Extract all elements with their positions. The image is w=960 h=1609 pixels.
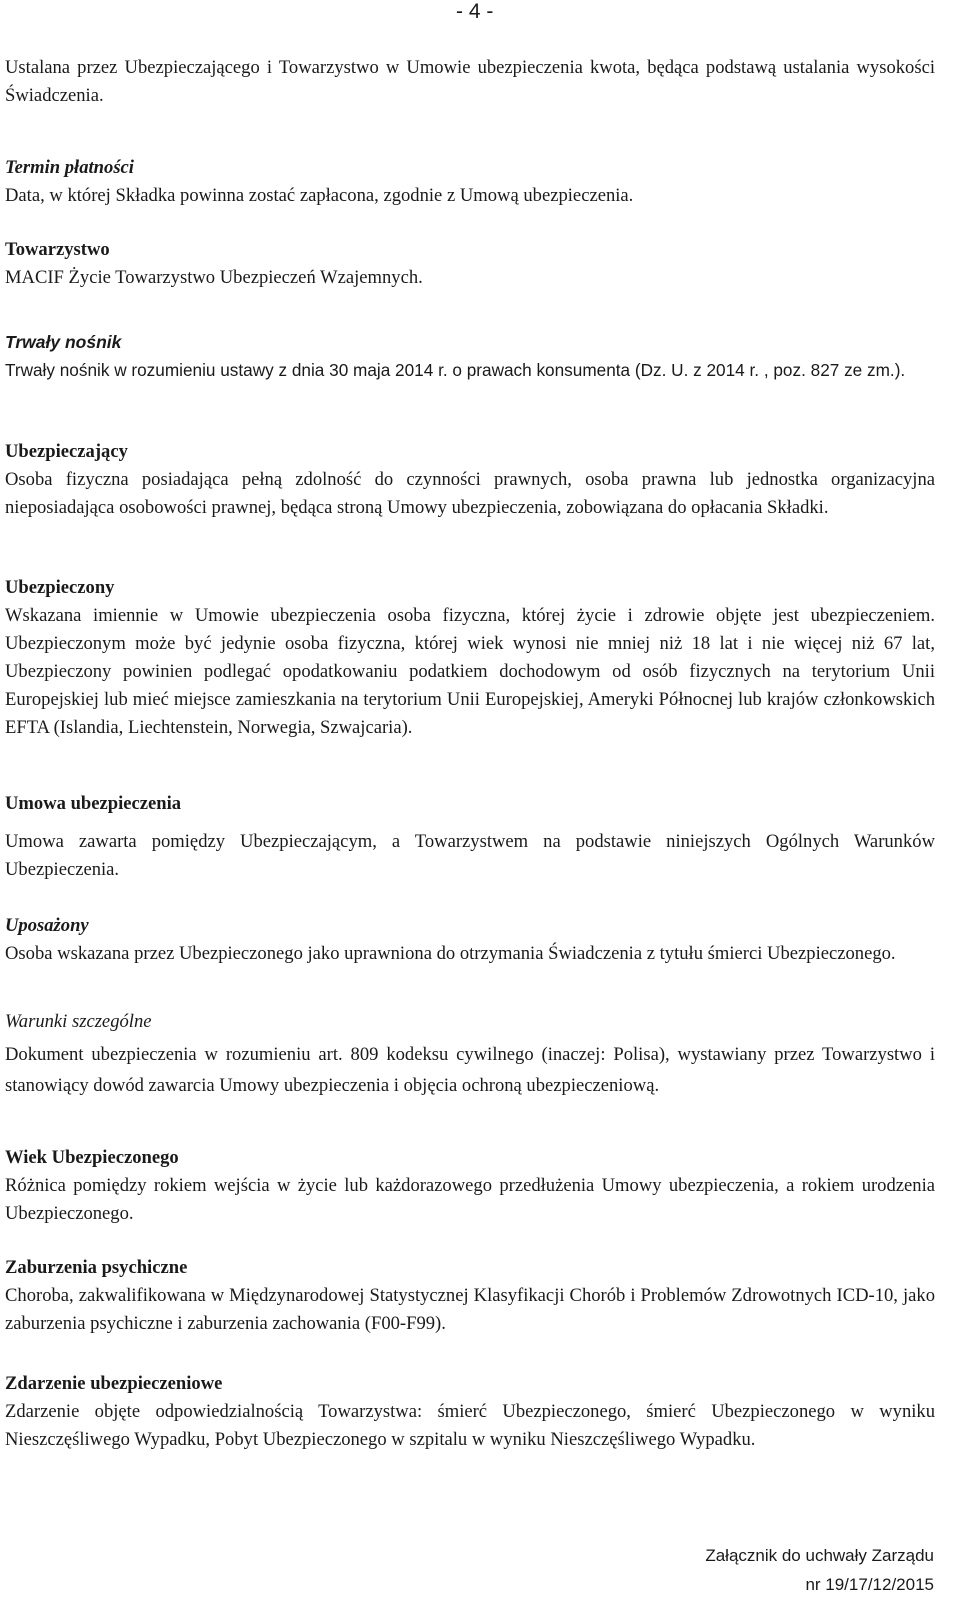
- definition-zaburzenia-psychiczne: [5, 1254, 935, 1338]
- definition-text: Różnica pomiędzy rokiem wejścia w życie lub każdorazowego przedłużenia Umowy ubezpieczenia, a rokiem urodzenia Ubezpieczonego.: [5, 1175, 935, 1224]
- intro-paragraph: Ustalana przez Ubezpieczającego i Towarzystwo w Umowie ubezpieczenia kwota, będąca podstawą ustalania wysokości Świadczenia.: [5, 57, 935, 106]
- definition-zdarzenie-ubezpieczeniowe: [5, 1370, 935, 1454]
- definition-text: Data, w której Składka powinna zostać zapłacona, zgodnie z Umową ubezpieczenia.: [5, 185, 634, 206]
- definition-text: MACIF Życie Towarzystwo Ubezpieczeń Wzajemnych.: [5, 267, 423, 288]
- definition-text: Wskazana imiennie w Umowie ubezpieczenia osoba fizyczna, której życie i zdrowie objęte jest ubezpieczeniem. Ubezpieczonym może być jedynie osoba fizyczna, której wiek wynosi nie mniej niż 18 lat i nie więcej niż 67 lat, Ubezpieczony powinien podlegać opodatkowaniu podatkiem dochodowym od osób fizycznych na terytorium Unii Europejskiej lub mieć miejsce zamieszkania na terytorium Unii Europejskiej, Ameryki Północnej lub krajów członkowskich EFTA (Islandia, Liechtenstein, Norwegia, Szwajcaria).: [5, 605, 935, 738]
- definition-term: Ubezpieczony: [5, 577, 115, 598]
- definition-termin-platnosci: [5, 154, 935, 210]
- footer-note: [705, 1541, 934, 1599]
- page-number: - 4 -: [456, 0, 494, 23]
- definition-term: Trwały nośnik: [5, 332, 122, 352]
- definition-term: Uposażony: [5, 915, 89, 936]
- definition-wiek-ubezpieczonego: [5, 1144, 935, 1228]
- footer-line-number: nr 19/17/12/2015: [805, 1575, 934, 1594]
- definition-term: Warunki szczególne: [5, 1011, 152, 1032]
- definition-warunki-szczegolne: [5, 1008, 935, 1101]
- definition-text: Osoba fizyczna posiadająca pełną zdolność do czynności prawnych, osoba prawna lub jednostka organizacyjna nieposiadająca osobowości prawnej, będąca stroną Umowy ubezpieczenia, zobowiązana do opłacania Składki.: [5, 469, 935, 518]
- definition-text: Osoba wskazana przez Ubezpieczonego jako uprawniona do otrzymania Świadczenia z tytułu śmierci Ubezpieczonego.: [5, 943, 896, 964]
- definition-term: Termin płatności: [5, 157, 134, 178]
- definition-text: Umowa zawarta pomiędzy Ubezpieczającym, a Towarzystwem na podstawie niniejszych Ogólnych Warunków Ubezpieczenia.: [5, 831, 935, 880]
- definition-uposazony: [5, 912, 935, 968]
- definition-term: Towarzystwo: [5, 239, 110, 260]
- definition-term: Umowa ubezpieczenia: [5, 793, 182, 814]
- definition-term: Zaburzenia psychiczne: [5, 1257, 188, 1278]
- definition-text: Dokument ubezpieczenia w rozumieniu art. 809 kodeksu cywilnego (inaczej: Polisa), wystawiany przez Towarzystwo i stanowiący dowód zawarcia Umowy ubezpieczenia i objęcia ochroną ubezpieczeniową.: [5, 1044, 935, 1096]
- intro-section: [5, 54, 935, 110]
- definition-text: Zdarzenie objęte odpowiedzialnością Towarzystwa: śmierć Ubezpieczonego, śmierć Ubezpieczonego w wyniku Nieszczęśliwego Wypadku, Pobyt Ubezpieczonego w szpitalu w wyniku Nieszczęśliwego Wypadku.: [5, 1401, 935, 1450]
- definition-trwaly-nosnik: [5, 328, 935, 384]
- definition-term: Ubezpieczający: [5, 441, 128, 462]
- definition-text: Choroba, zakwalifikowana w Międzynarodowej Statystycznej Klasyfikacji Chorób i Problemów Zdrowotnych ICD-10, jako zaburzenia psychiczne i zaburzenia zachowania (F00-F99).: [5, 1285, 935, 1334]
- definition-ubezpieczajacy: [5, 438, 935, 522]
- definition-umowa-ubezpieczenia: [5, 790, 935, 884]
- footer-line-resolution: Załącznik do uchwały Zarządu: [705, 1546, 934, 1565]
- definition-term: Zdarzenie ubezpieczeniowe: [5, 1373, 223, 1394]
- definition-ubezpieczony: [5, 574, 935, 742]
- definition-towarzystwo: [5, 236, 935, 292]
- definition-text: Trwały nośnik w rozumieniu ustawy z dnia 30 maja 2014 r. o prawach konsumenta (Dz. U. z 2014 r. , poz. 827 ze zm.).: [5, 360, 906, 380]
- definition-term: Wiek Ubezpieczonego: [5, 1147, 179, 1168]
